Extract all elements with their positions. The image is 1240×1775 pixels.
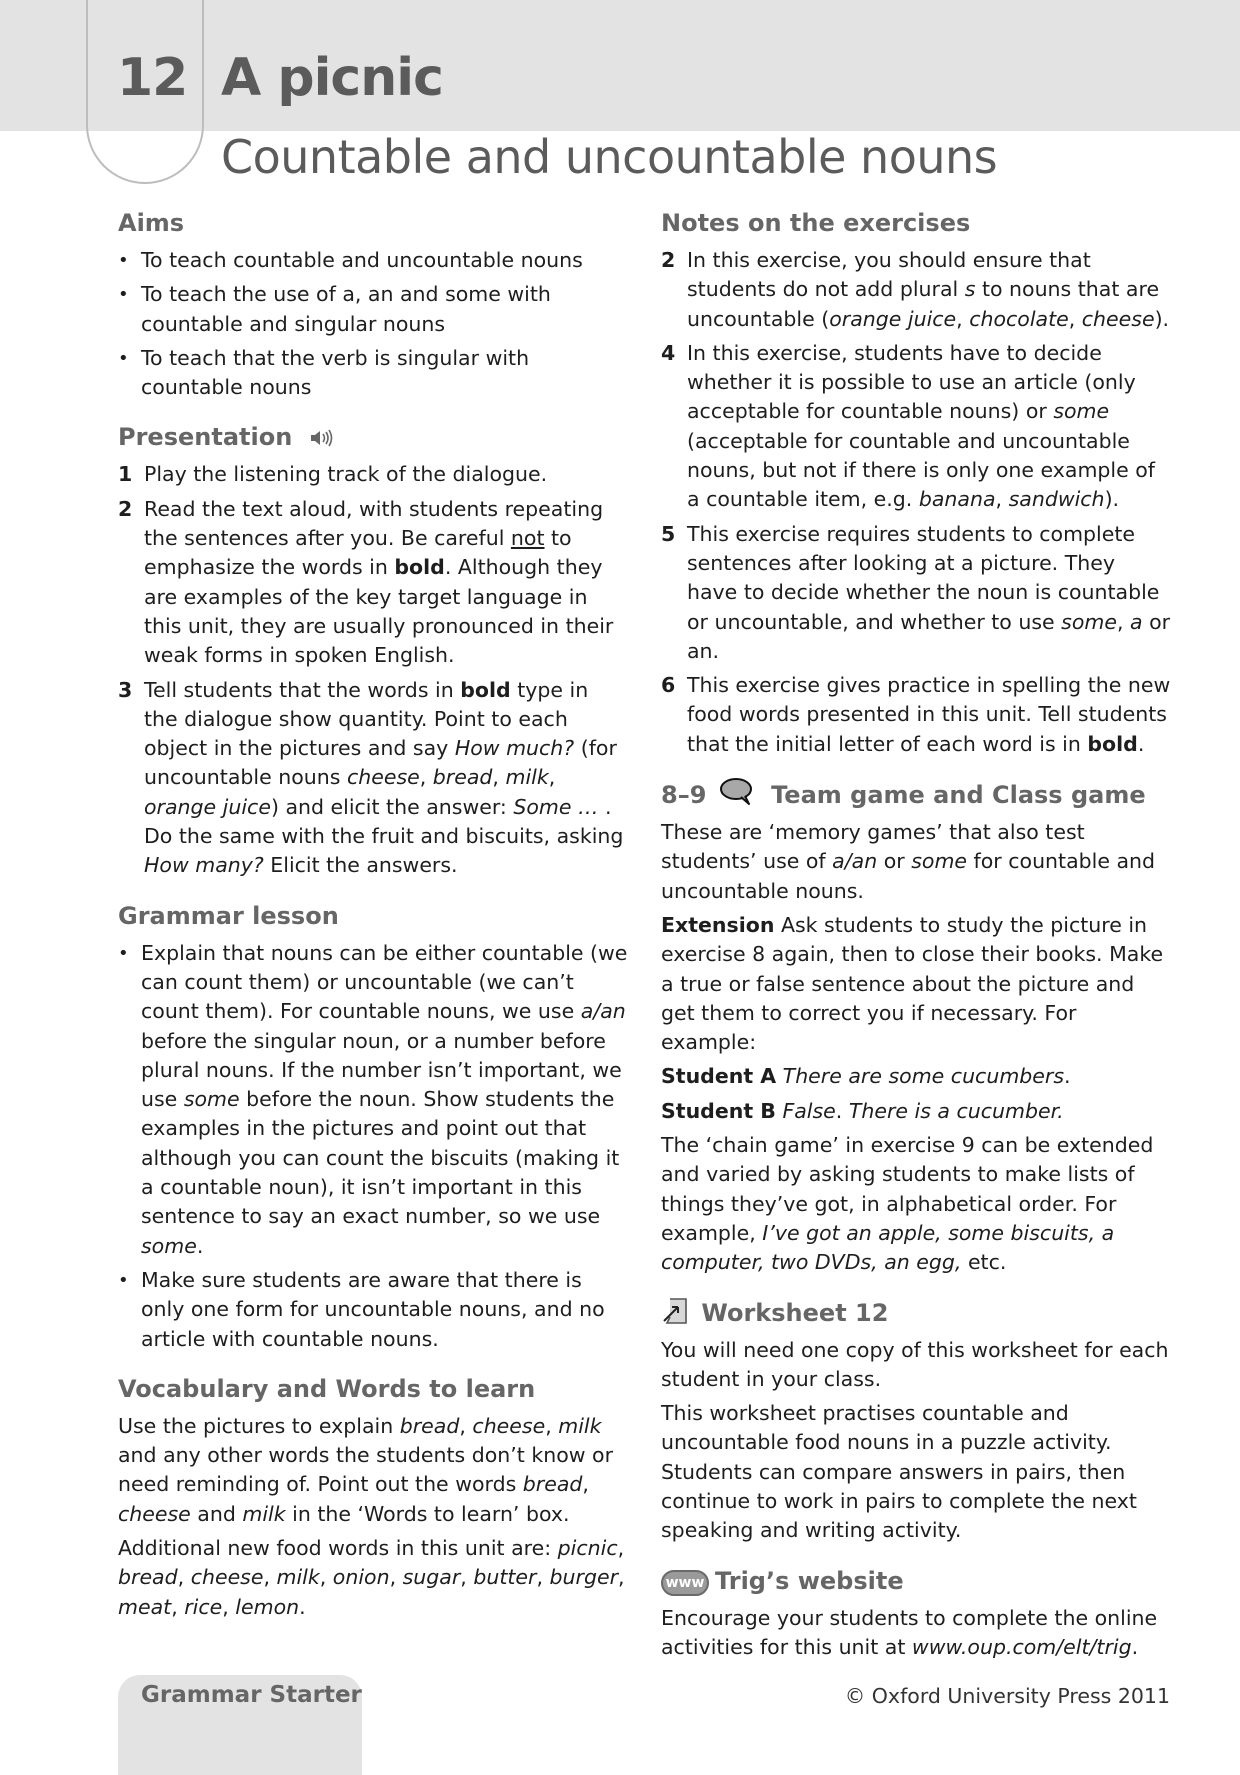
step-text: Read the text aloud, with students repeating the sentences after you. Be careful not to emphasize the words in bold. Although they are examples of the key target language in this unit, they are usually pronounced in their weak forms in spoken English. (144, 496, 614, 668)
games-paragraph: The ‘chain game’ in exercise 9 can be extended and varied by asking students to make lists of things they’ve got, in alphabetical order. For example, I’ve got an apple, some biscuits, a computer, two DVDs, an egg, etc. (661, 1133, 1154, 1275)
note-item (661, 520, 1171, 666)
presentation-heading: Presentation (118, 423, 293, 452)
vocabulary-section (118, 1372, 628, 1622)
worksheet-heading-row (661, 1296, 1171, 1330)
unit-title: A picnic (221, 48, 443, 108)
games-paragraph: These are ‘memory games’ that also test students’ use of a/an or some for countable and uncountable nouns. (661, 820, 1156, 903)
presentation-step (118, 460, 628, 489)
worksheet-paragraph: You will need one copy of this worksheet for each student in your class. (661, 1337, 1169, 1391)
note-text: In this exercise, you should ensure that students do not add plural s to nouns that are uncountable (orange juice, chocolate, cheese). (687, 248, 1170, 331)
games-exercise-range: 8–9 (661, 781, 707, 810)
note-item (661, 339, 1171, 515)
games-heading: Team game and Class game (771, 781, 1146, 810)
worksheet-section (661, 1296, 1171, 1546)
games-example-b: Student B False. There is a cucumber. (661, 1098, 1064, 1123)
games-paragraph: Extension Ask students to study the picture in exercise 8 again, then to close their books. Make a true or false sentence about the picture and get them to correct you if necessary. For example: (661, 912, 1164, 1055)
notes-list (661, 246, 1171, 759)
grammar-lesson-item: • Explain that nouns can be either countable (we can count them) or uncountable (we can’t count them). For countable nouns, we use a/an before the singular noun, or a number before plural nouns. If the number isn’t important, we use some before the noun. Show students the examples in the pictures and point out that although you can count the biscuits (making it a countable noun), it isn’t important in this sentence to say an exact number, so we use some. (118, 939, 628, 1261)
note-item (661, 246, 1171, 334)
right-column (661, 206, 1171, 1680)
notes-section (661, 206, 1171, 759)
step-number: 1 (118, 462, 133, 487)
note-text: In this exercise, students have to decide whether it is possible to use an article (only acceptable for countable nouns) or some (acceptable for countable and uncountable nouns, but not if there is only one example of a countable item, e.g. banana, sandwich). (687, 340, 1156, 512)
note-number: 2 (661, 248, 676, 272)
aims-heading: Aims (118, 209, 185, 237)
step-number: 2 (118, 496, 133, 521)
presentation-heading-row (118, 420, 628, 454)
worksheet-icon (661, 1297, 689, 1325)
copyright: © Oxford University Press 2011 (844, 1684, 1170, 1708)
worksheet-heading: Worksheet 12 (701, 1298, 889, 1327)
worksheet-paragraph: This worksheet practises countable and uncountable food nouns in a puzzle activity. Students can compare answers in pairs, then continue to work in pairs to complete the next speaking and writing activity. (661, 1401, 1137, 1543)
website-heading: Trig’s website (715, 1566, 904, 1595)
presentation-section (118, 420, 628, 880)
aims-item: • To teach countable and uncountable nouns (118, 246, 628, 275)
aims-item: • To teach the use of a, an and some with countable and singular nouns (118, 280, 628, 339)
unit-number: 12 (117, 48, 188, 108)
website-heading-row (661, 1564, 1171, 1598)
speech-bubble-icon (719, 777, 757, 807)
grammar-lesson-item: • Make sure students are aware that there is only one form for uncountable nouns, and no article with countable nouns. (118, 1266, 628, 1354)
unit-subtitle: Countable and uncountable nouns (221, 130, 998, 184)
step-number: 3 (118, 677, 133, 702)
aims-list (118, 246, 628, 402)
vocabulary-paragraph: Additional new food words in this unit are: picnic, bread, cheese, milk, onion, sugar, butter, burger, meat, rice, lemon. (118, 1535, 625, 1619)
games-example-a: Student A There are some cucumbers. (661, 1064, 1071, 1089)
note-text: This exercise requires students to complete sentences after looking at a picture. They have to decide whether the noun is countable or uncountable, and whether to use some, a or an. (687, 521, 1171, 663)
presentation-step (118, 676, 628, 881)
note-number: 5 (661, 521, 676, 546)
note-number: 6 (661, 673, 676, 698)
website-paragraph: Encourage your students to complete the online activities for this unit at www.oup.com/elt/trig. (661, 1605, 1158, 1659)
step-text: Tell students that the words in bold type in the dialogue show quantity. Point to each object in the pictures and say How much? (for uncountable nouns cheese, bread, milk, orange juice) and elicit the answer: Some … . Do the same with the fruit and biscuits, asking How many? Elicit the answers. (144, 677, 624, 878)
games-section (661, 777, 1171, 1277)
grammar-lesson-section (118, 899, 628, 1354)
website-section (661, 1564, 1171, 1663)
left-column (118, 206, 628, 1640)
presentation-step (118, 495, 628, 671)
series-name: Grammar Starter (141, 1682, 362, 1708)
note-item (661, 671, 1171, 759)
step-text: Play the listening track of the dialogue. (144, 462, 548, 487)
games-heading-row (661, 777, 1171, 812)
notes-heading: Notes on the exercises (661, 209, 971, 237)
aims-section (118, 206, 628, 402)
note-number: 4 (661, 340, 676, 365)
grammar-lesson-heading: Grammar lesson (118, 901, 339, 930)
speaker-icon (309, 427, 335, 449)
aims-item: • To teach that the verb is singular with countable nouns (118, 344, 628, 403)
grammar-lesson-list (118, 939, 628, 1354)
note-text: This exercise gives practice in spelling the new food words presented in this unit. Tell students that the initial letter of each word is in bold. (687, 673, 1171, 756)
presentation-steps (118, 460, 628, 880)
www-icon: www (661, 1570, 709, 1596)
vocabulary-paragraph: Use the pictures to explain bread, cheese, milk and any other words the students don’t know or need reminding of. Point out the words bread, cheese and milk in the ‘Words to learn’ box. (118, 1413, 614, 1526)
vocabulary-heading: Vocabulary and Words to learn (118, 1374, 536, 1403)
